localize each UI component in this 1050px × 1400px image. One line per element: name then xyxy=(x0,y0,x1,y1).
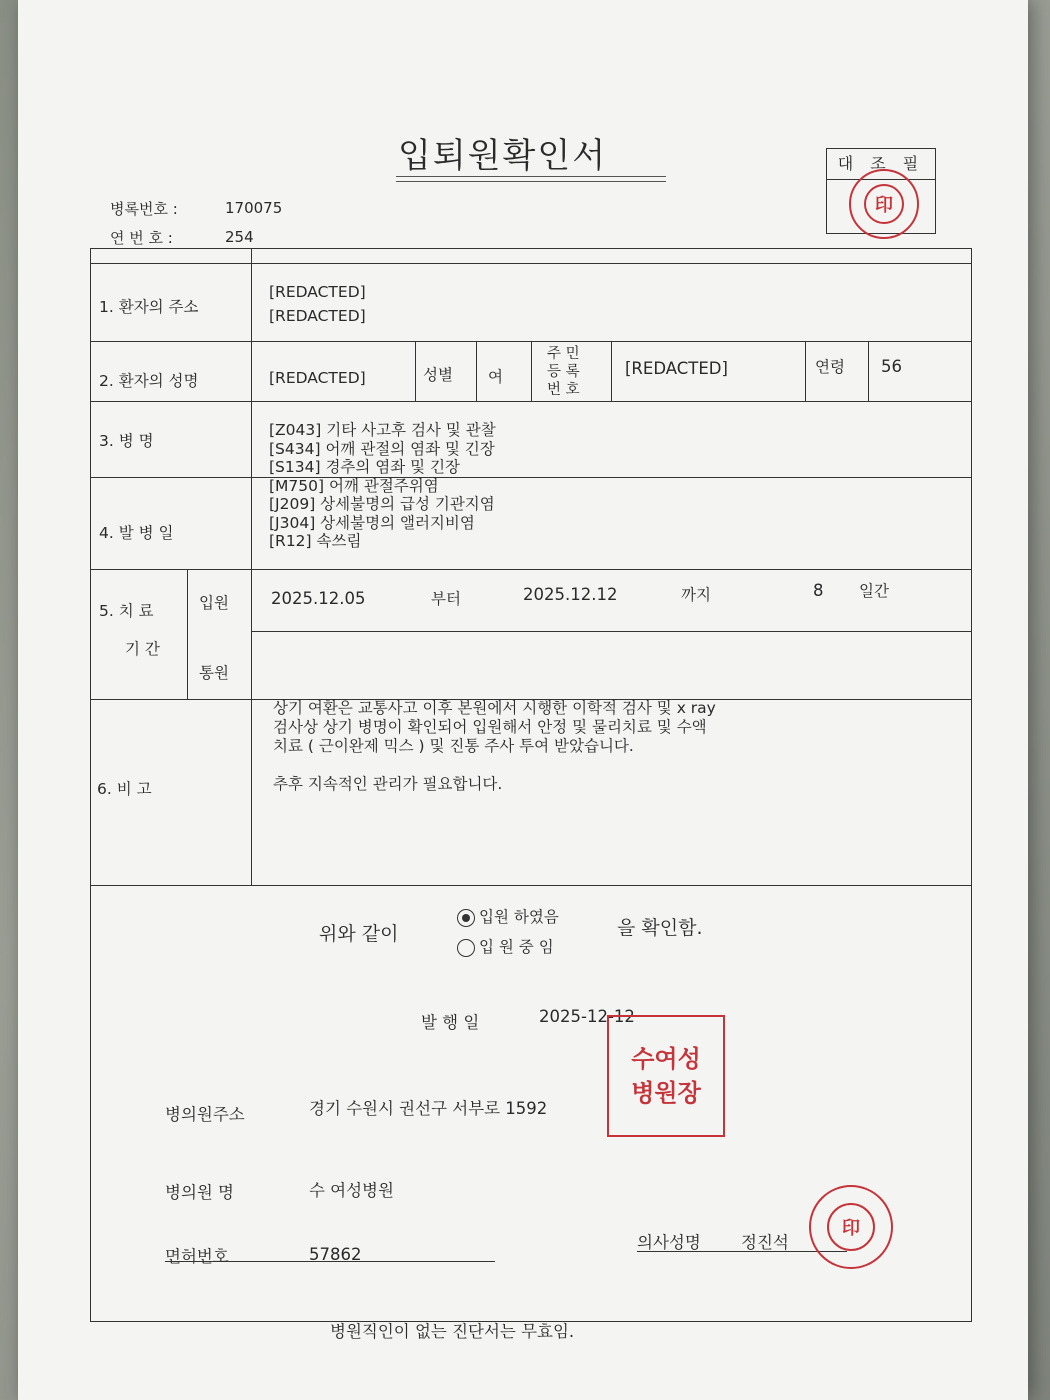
option-admitted xyxy=(457,905,559,927)
title-underline-2 xyxy=(396,181,666,182)
remarks-line: 검사상 상기 병명이 확인되어 입원해서 안정 및 물리치료 및 수액 xyxy=(273,718,707,736)
period-label: 5. 치 료 xyxy=(99,602,154,620)
remarks-line: 치료 ( 근이완제 믹스 ) 및 진통 주사 투여 받았습니다. xyxy=(273,737,634,755)
option-in-hospital-label: 입 원 중 임 xyxy=(479,938,554,956)
remarks-text xyxy=(273,699,716,794)
onset-date-label: 4. 발 병 일 xyxy=(99,524,174,542)
column-divider xyxy=(251,249,252,885)
hospital-seal-stamp xyxy=(607,1015,725,1137)
option-admitted-label: 입원 하였음 xyxy=(479,908,559,926)
remarks-line: 상기 여환은 교통사고 이후 본원에서 시행한 이학적 검사 및 x ray xyxy=(273,699,716,717)
radio-unchecked-icon xyxy=(457,939,475,957)
disease-item: [Z043] 기타 사고후 검사 및 관찰 xyxy=(269,421,496,439)
hospital-seal-line: 수여성 xyxy=(631,1045,701,1073)
hospital-address-label: 병의원주소 xyxy=(165,1105,245,1124)
name-label: 2. 환자의 성명 xyxy=(99,372,199,390)
doctor-label: 의사성명 xyxy=(637,1233,701,1252)
sex-label: 성별 xyxy=(423,366,453,384)
row-divider xyxy=(91,885,971,886)
row-divider xyxy=(91,401,971,402)
disease-item: [S434] 어깨 관절의 염좌 및 긴장 xyxy=(269,439,495,458)
doctor-name: 정진석 xyxy=(741,1233,789,1252)
row-divider xyxy=(251,631,971,632)
address-label: 1. 환자의 주소 xyxy=(99,298,199,316)
license-label: 면허번호 xyxy=(165,1247,229,1266)
column-divider xyxy=(531,341,532,401)
rrn-label-line: 주 민 xyxy=(547,346,580,362)
period-label-2: 기 간 xyxy=(125,640,160,658)
license-number: 57862 xyxy=(309,1245,362,1264)
verification-seal-stamp xyxy=(849,169,919,239)
hospital-name-label: 병의원 명 xyxy=(165,1183,235,1202)
rrn-label-line: 등 록 xyxy=(547,364,580,380)
disease-list xyxy=(269,421,496,551)
outpatient-label: 통원 xyxy=(199,664,229,682)
confirm-suffix: 을 확인함. xyxy=(617,917,703,939)
days-unit: 일간 xyxy=(859,582,889,600)
serial-no-label: 연 번 호 : xyxy=(110,229,173,247)
from-label: 부터 xyxy=(431,590,461,608)
footer-notice: 병원직인이 없는 진단서는 무효임. xyxy=(330,1322,575,1341)
disease-item: [R12] 속쓰림 xyxy=(269,532,362,550)
patient-name: [REDACTED] xyxy=(269,369,366,387)
end-date: 2025.12.12 xyxy=(523,585,618,604)
column-divider xyxy=(611,341,612,401)
patient-sex: 여 xyxy=(488,368,503,386)
option-in-hospital xyxy=(457,935,554,957)
confirm-prefix: 위와 같이 xyxy=(319,923,399,945)
seal-stamp-text: 印 xyxy=(874,194,893,216)
inpatient-label: 입원 xyxy=(199,594,229,612)
disease-item: [J304] 상세불명의 앨러지비염 xyxy=(269,513,475,532)
document-sheet xyxy=(18,0,1028,1400)
remarks-label: 6. 비 고 xyxy=(97,780,152,798)
start-date: 2025.12.05 xyxy=(271,589,366,608)
column-divider xyxy=(868,341,869,401)
hospital-name: 수 여성병원 xyxy=(309,1181,394,1200)
seal-box-header: 대 조 필 xyxy=(827,149,935,180)
disease-item: [M750] 어깨 관절주위염 xyxy=(269,476,439,495)
doctor-underline xyxy=(637,1251,847,1252)
column-divider xyxy=(187,569,188,699)
column-divider xyxy=(805,341,806,401)
patient-address-line1: [REDACTED] xyxy=(269,283,366,301)
rrn-label xyxy=(547,345,580,399)
verification-seal-box xyxy=(826,148,936,234)
patient-age: 56 xyxy=(881,357,902,376)
license-underline xyxy=(165,1261,495,1262)
hospital-address: 경기 수원시 권선구 서부로 1592 xyxy=(309,1099,548,1118)
column-divider xyxy=(476,341,477,401)
hospital-seal-line: 병원장 xyxy=(631,1079,701,1107)
document-title: 입퇴원확인서 xyxy=(398,136,608,176)
row-divider xyxy=(91,569,971,570)
issue-date: 2025-12-12 xyxy=(539,1007,635,1026)
doctor-seal-stamp xyxy=(809,1185,893,1269)
serial-no-value: 254 xyxy=(225,228,254,246)
patient-rrn: [REDACTED] xyxy=(625,359,728,378)
reg-no-value: 170075 xyxy=(225,199,283,217)
disease-label: 3. 병 명 xyxy=(99,432,154,450)
total-days: 8 xyxy=(813,581,824,600)
radio-checked-icon xyxy=(457,909,475,927)
patient-address-line2: [REDACTED] xyxy=(269,307,366,325)
column-divider xyxy=(415,341,416,401)
disease-item: [J209] 상세불명의 급성 기관지염 xyxy=(269,495,495,513)
disease-item: [S134] 경추의 염좌 및 긴장 xyxy=(269,458,461,476)
rrn-label-line: 번 호 xyxy=(547,382,580,398)
reg-no-label: 병록번호 : xyxy=(110,200,178,218)
form-frame xyxy=(90,248,972,1322)
remarks-line: 추후 지속적인 관리가 필요합니다. xyxy=(273,775,503,793)
row-divider xyxy=(91,477,971,478)
issue-date-label: 발 행 일 xyxy=(421,1013,480,1032)
doctor-seal-text: 印 xyxy=(842,1218,860,1239)
age-label: 연령 xyxy=(815,358,845,376)
title-underline xyxy=(396,176,666,177)
row-divider xyxy=(91,263,971,264)
to-label: 까지 xyxy=(681,586,711,604)
